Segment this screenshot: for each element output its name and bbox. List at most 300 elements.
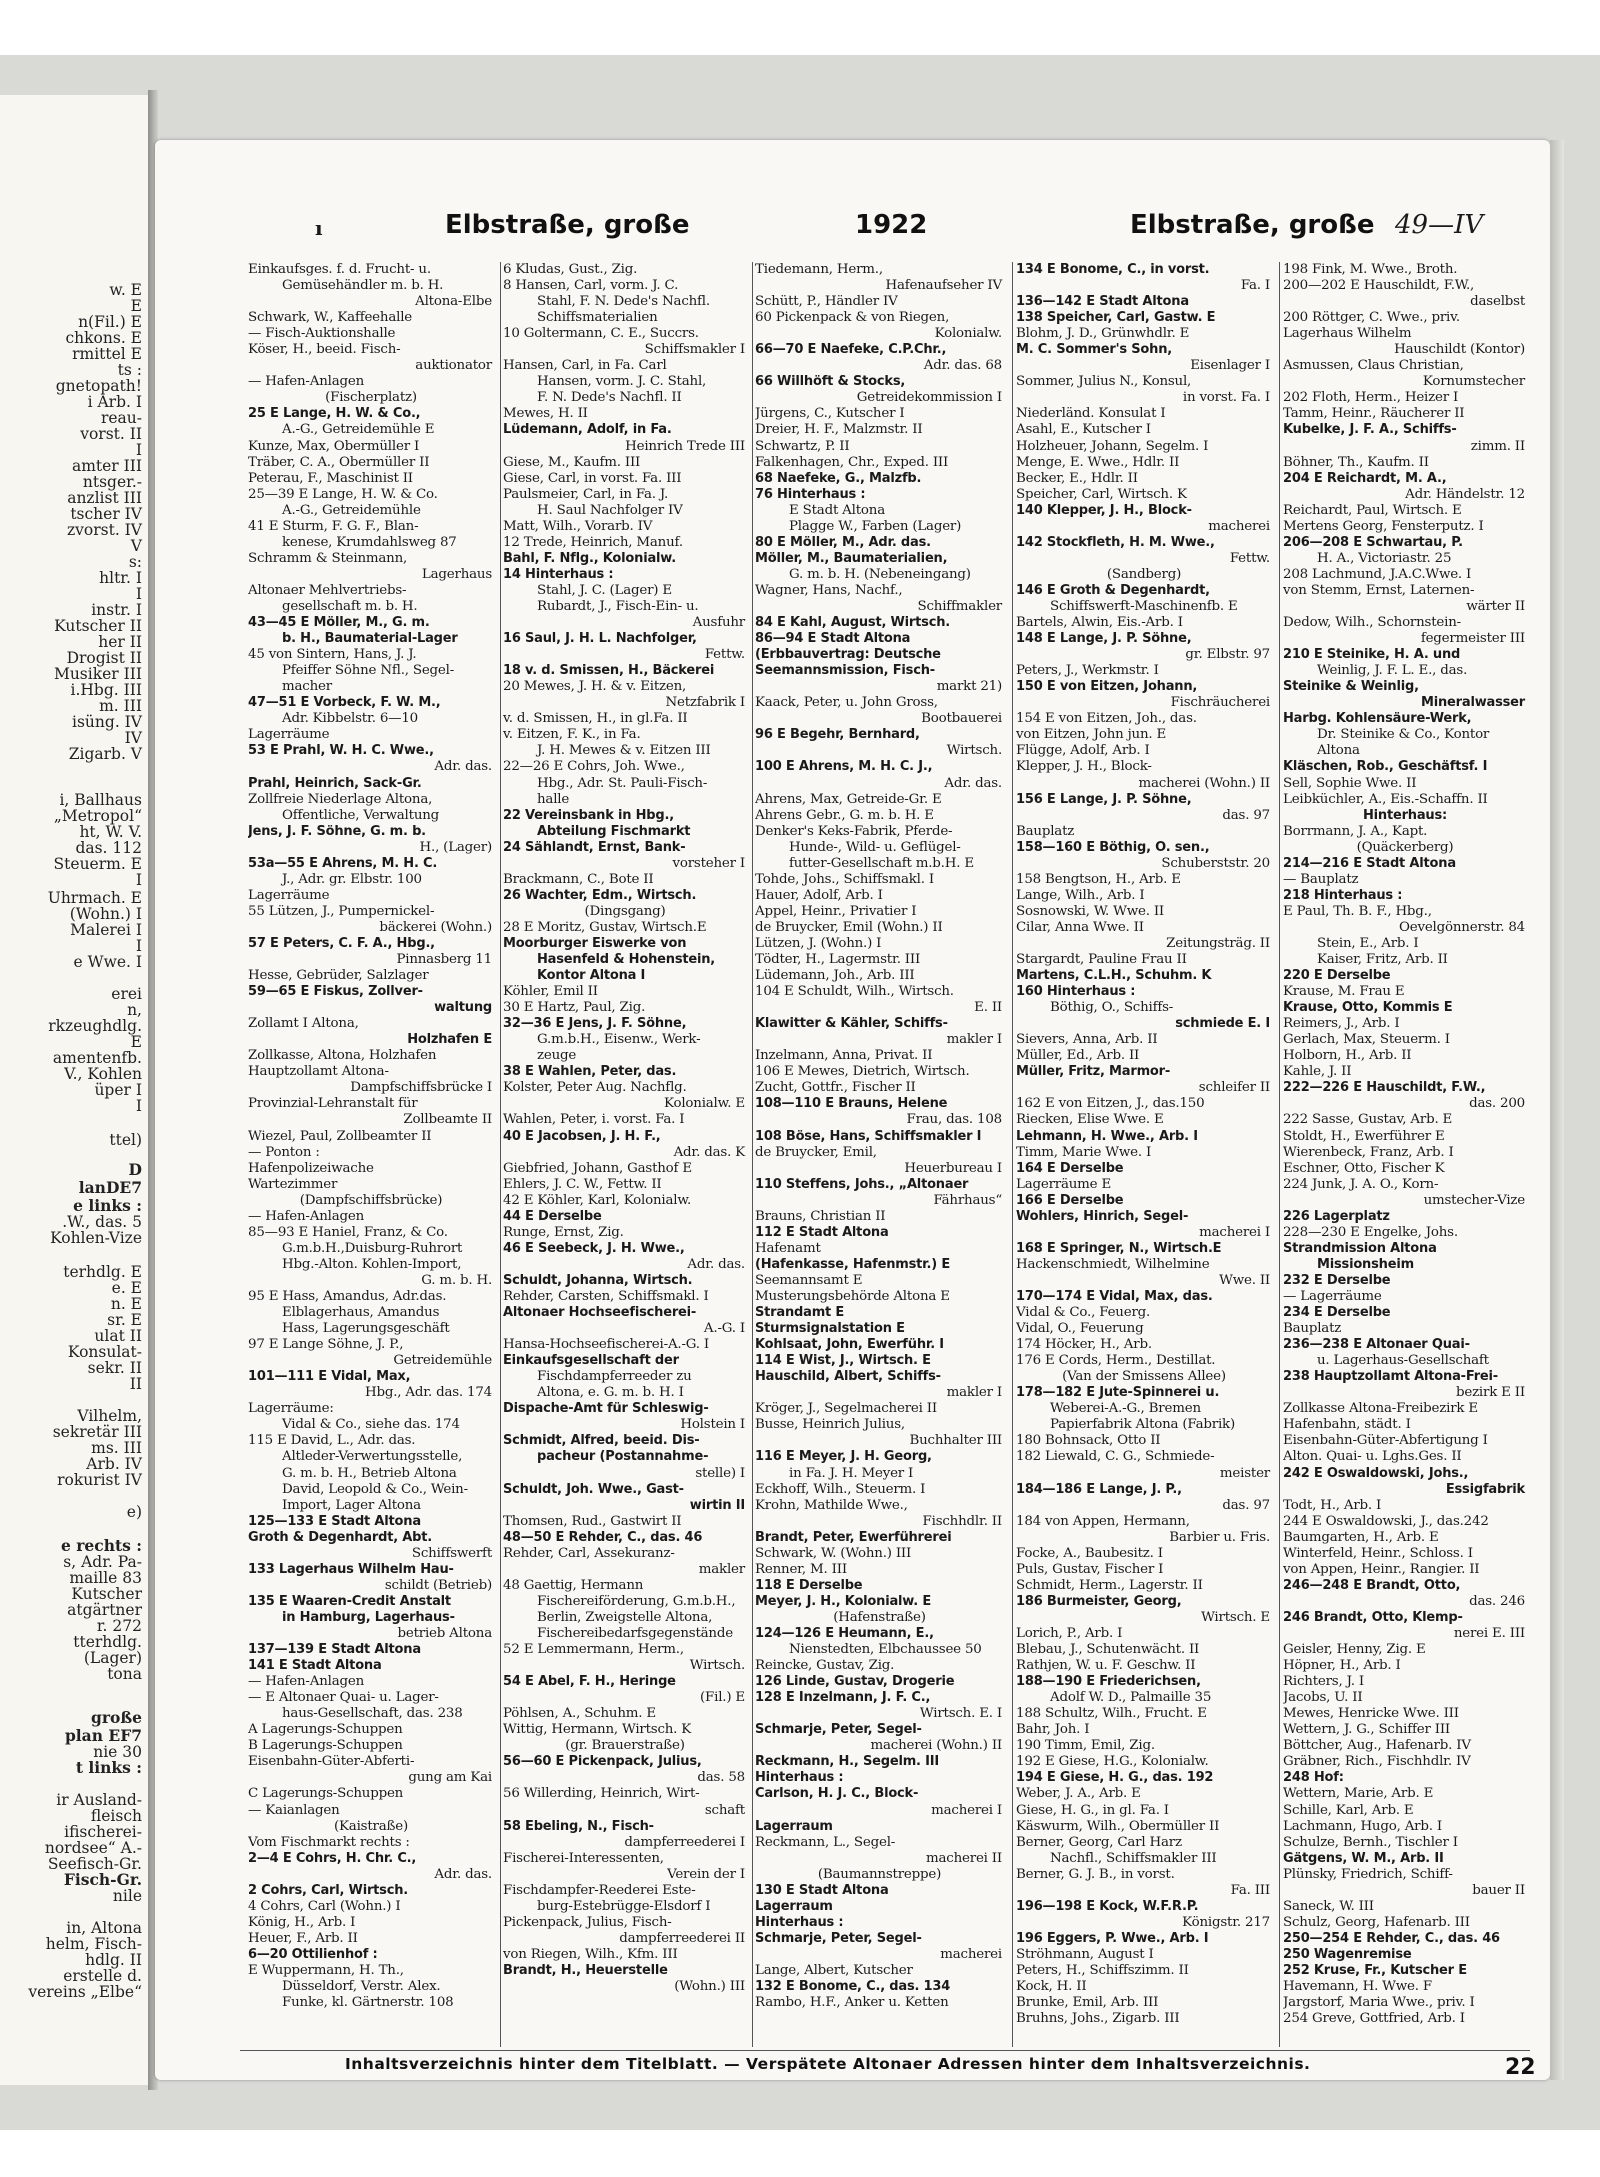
directory-entry-line: Bruhns, Johs., Zigarb. III	[1016, 2011, 1180, 2027]
directory-entry-line: Gerlach, Max, Steuerm. I	[1283, 1032, 1450, 1048]
directory-entry-line: 158 Bengtson, H., Arb. E	[1016, 871, 1181, 887]
directory-entry-line: macherei I	[931, 1802, 1002, 1818]
directory-entry-line: 206—208 E Schwartau, P.	[1283, 534, 1463, 550]
directory-entry-line: 25 E Lange, H. W. & Co.,	[248, 406, 421, 422]
directory-entry-line: Fischereibedarfsgegenstände	[537, 1625, 733, 1641]
directory-entry-line: Müller, Fritz, Marmor-	[1016, 1064, 1171, 1080]
directory-entry-line: Adr. das.	[944, 775, 1002, 791]
directory-entry-line: 168 E Springer, N., Wirtsch.E	[1016, 1240, 1222, 1256]
directory-entry-line: Fischräucherei	[1170, 695, 1270, 711]
directory-entry-line: Kolster, Peter Aug. Nachflg.	[503, 1080, 687, 1096]
directory-entry-line: (Sandberg)	[1106, 566, 1182, 582]
left-page-line: isüng. IV	[72, 713, 142, 731]
directory-entry-line: Menge, E. Wwe., Hdlr. II	[1016, 454, 1180, 470]
directory-entry-line: Hesse, Gebrüder, Salzlager	[248, 968, 429, 984]
directory-entry-line: 112 E Stadt Altona	[755, 1224, 889, 1240]
directory-entry-line: Wahlen, Peter, i. vorst. Fa. I	[503, 1112, 685, 1128]
directory-entry-line: Lehmann, H. Wwe., Arb. I	[1016, 1128, 1198, 1144]
directory-entry-line: 146 E Groth & Degenhardt,	[1016, 582, 1210, 598]
directory-entry-line: Einkaufsges. f. d. Frucht- u.	[248, 262, 431, 277]
left-page-line: ir Ausland-	[56, 1791, 142, 1809]
directory-entry-line: Wirtsch.	[689, 1658, 745, 1674]
directory-entry-line: Hunde-, Wild- u. Geflügel-	[789, 839, 961, 855]
directory-entry-line: 140 Klepper, J. H., Block-	[1016, 502, 1192, 518]
directory-entry-line: Klepper, J. H., Block-	[1016, 759, 1152, 775]
left-page-line: sekretär III	[52, 1423, 142, 1441]
directory-entry-line: Böttcher, Aug., Hafenarb. IV	[1283, 1738, 1471, 1754]
directory-entry-line: 118 E Derselbe	[755, 1577, 863, 1593]
directory-entry-line: 44 E Derselbe	[503, 1208, 602, 1224]
directory-entry-line: Hauer, Adolf, Arb. I	[755, 887, 883, 903]
directory-entry-line: Reckmann, H., Segelm. III	[755, 1754, 940, 1770]
directory-entry-line: Lagerräume	[248, 727, 330, 743]
directory-entry-line: Matt, Wilh., Vorarb. IV	[503, 518, 653, 534]
directory-entry-line: Meyer, J. H., Kolonialw. E	[755, 1593, 932, 1609]
directory-entry-line: 220 E Derselbe	[1283, 968, 1391, 984]
directory-entry-line: Mewes, H. II	[503, 406, 588, 422]
directory-entry-line: 18 v. d. Smissen, H., Bäckerei	[503, 663, 715, 679]
directory-entry-line: 148 E Lange, J. P. Söhne,	[1016, 631, 1192, 647]
directory-entry-line: Stein, E., Arb. I	[1317, 935, 1419, 951]
directory-entry-line: Kolonialw. E	[664, 1096, 745, 1112]
directory-entry-line: makler I	[946, 1385, 1002, 1401]
directory-column-1	[248, 262, 494, 2052]
left-page-line: sr. E	[107, 1311, 142, 1329]
directory-entry-line: Schuldt, Joh. Wwe., Gast-	[503, 1481, 684, 1497]
directory-entry-line: Höpner, H., Arb. I	[1283, 1658, 1401, 1674]
directory-entry-line: Schmarje, Peter, Segel-	[755, 1722, 922, 1738]
directory-entry-line: Abteilung Fischmarkt	[537, 823, 691, 839]
left-page-line: in, Altona	[66, 1919, 142, 1937]
directory-entry-line: Peters, J., Werkmstr. I	[1016, 663, 1159, 679]
directory-entry-line: Ahrens Gebr., G. m. b. H. E	[755, 807, 934, 823]
directory-entry-line: 52 E Lemmermann, Herm.,	[503, 1642, 684, 1658]
directory-entry-line: Vidal, O., Feuerung	[1016, 1321, 1144, 1337]
left-page-line: tona	[107, 1665, 142, 1683]
directory-entry-line: Becker, E., Hdlr. II	[1016, 470, 1138, 486]
directory-entry-line: b. H., Baumaterial-Lager	[282, 631, 458, 647]
left-page-line: große	[91, 1708, 142, 1727]
directory-entry-line: (gr. Brauerstraße)	[565, 1738, 685, 1754]
left-page-line: tscher IV	[70, 505, 142, 523]
directory-entry-line: 202 Floth, Herm., Heizer I	[1283, 390, 1459, 406]
directory-entry-line: Kaiser, Fritz, Arb. II	[1317, 952, 1448, 968]
directory-entry-line: 218 Hinterhaus :	[1283, 887, 1403, 903]
directory-entry-line: Sturmsignalstation E	[755, 1321, 905, 1337]
directory-entry-line: 16 Saul, J. H. L. Nachfolger,	[503, 631, 697, 647]
directory-entry-line: Bartels, Alwin, Eis.-Arb. I	[1016, 615, 1183, 631]
directory-entry-line: 47—51 E Vorbeck, F. W. M.,	[248, 695, 441, 711]
directory-entry-line: meister	[1219, 1465, 1270, 1481]
directory-entry-line: 38 E Wahlen, Peter, das.	[503, 1064, 677, 1080]
directory-entry-line: von Stemm, Ernst, Laternen-	[1283, 582, 1475, 598]
directory-entry-line: Holzheuer, Johann, Segelm. I	[1016, 438, 1209, 454]
directory-entry-line: Rubardt, J., Fisch-Ein- u.	[537, 598, 699, 614]
directory-entry-line: Blohm, J. D., Grünwhdlr. E	[1016, 326, 1190, 342]
directory-entry-line: 196—198 E Kock, W.F.R.P.	[1016, 1898, 1199, 1914]
directory-entry-line: Kubelke, J. F. A., Schiffs-	[1283, 422, 1457, 438]
directory-entry-line: Schiffswerft	[411, 1545, 492, 1561]
directory-entry-line: G. m. b. H. (Nebeneingang)	[789, 566, 971, 582]
directory-entry-line: wärter II	[1466, 598, 1525, 614]
directory-entry-line: Bauplatz	[1283, 1321, 1342, 1337]
directory-entry-line: — E Altonaer Quai- u. Lager-	[248, 1690, 439, 1706]
directory-entry-line: 125—133 E Stadt Altona	[248, 1513, 421, 1529]
directory-entry-line: Bootbauerei	[921, 711, 1002, 727]
directory-entry-line: Rehder, Carl, Assekuranz-	[503, 1545, 675, 1561]
directory-entry-line: 126 Linde, Gustav, Drogerie	[755, 1674, 955, 1690]
directory-entry-line: Öffentliche, Verwaltung	[282, 807, 440, 823]
left-page-line: anzlist III	[67, 489, 142, 507]
directory-entry-line: Adr. das.	[434, 1866, 492, 1882]
directory-entry-line: 142 Stockfleth, H. M. Wwe.,	[1016, 534, 1215, 550]
directory-entry-line: Fischdampferreeder zu	[537, 1369, 692, 1385]
directory-entry-line: Reckmann, L., Segel-	[755, 1834, 896, 1850]
directory-entry-line: 53 E Prahl, W. H. C. Wwe.,	[248, 743, 434, 759]
directory-entry-line: E. II	[974, 1000, 1002, 1016]
directory-entry-line: das. 58	[697, 1770, 745, 1786]
directory-entry-line: Stoldt, H., Ewerführer E	[1283, 1128, 1445, 1144]
directory-entry-line: Hafenbahn, städt. I	[1283, 1417, 1411, 1433]
directory-entry-line: Brunke, Emil, Arb. III	[1016, 1995, 1159, 2011]
left-page-line: üper I	[94, 1081, 142, 1099]
directory-entry-line: bäckerei (Wohn.)	[379, 919, 492, 935]
directory-entry-line: Tiedemann, Herm.,	[755, 262, 883, 277]
directory-entry-line: Alton. Quai- u. Lghs.Ges. II	[1283, 1449, 1462, 1465]
directory-entry-line: Köser, H., beeid. Fisch-	[248, 342, 401, 358]
left-page-line: IV	[124, 729, 142, 747]
directory-entry-line: Königstr. 217	[1182, 1914, 1270, 1930]
directory-entry-line: Steinike & Weinlig,	[1283, 679, 1419, 695]
directory-entry-line: schmiede E. I	[1175, 1016, 1270, 1032]
directory-entry-line: Schulze, Bernh., Tischler I	[1283, 1834, 1458, 1850]
directory-entry-line: 124—126 E Heumann, E.,	[755, 1625, 934, 1641]
directory-entry-line: Sievers, Anna, Arb. II	[1016, 1032, 1158, 1048]
directory-entry-line: Schuberststr. 20	[1161, 855, 1270, 871]
directory-entry-line: Tohde, Johs., Schiffsmakl. I	[755, 871, 934, 887]
directory-entry-line: Inzelmann, Anna, Privat. II	[755, 1048, 933, 1064]
directory-entry-line: Sommer, Julius N., Konsul,	[1016, 374, 1192, 390]
directory-entry-line: Fischdampfer-Reederei Este-	[503, 1882, 696, 1898]
left-page-line: helm, Fisch-	[45, 1935, 142, 1953]
directory-entry-line: 22 Vereinsbank in Hbg.,	[503, 807, 674, 823]
left-page-line: Musiker III	[53, 665, 142, 683]
directory-entry-line: 252 Kruse, Fr., Kutscher E	[1283, 1962, 1467, 1978]
directory-entry-line: 200 Röttger, C. Wwe., priv.	[1283, 310, 1460, 326]
directory-entry-line: Prahl, Heinrich, Sack-Gr.	[248, 775, 422, 791]
directory-entry-line: Holborn, H., Arb. II	[1283, 1048, 1412, 1064]
directory-entry-line: 86—94 E Stadt Altona	[755, 631, 911, 647]
directory-entry-line: Zollkasse Altona-Freibezirk E	[1283, 1401, 1478, 1417]
directory-entry-line: schleifer II	[1198, 1080, 1270, 1096]
left-page-line: e. E	[111, 1279, 142, 1297]
directory-entry-line: 100 E Ahrens, M. H. C. J.,	[755, 759, 933, 775]
directory-entry-line: gr. Elbstr. 97	[1185, 647, 1270, 663]
directory-entry-line: Geisler, Henny, Zig. E	[1283, 1642, 1426, 1658]
left-page-line: e links :	[73, 1196, 142, 1215]
directory-entry-line: 160 Hinterhaus :	[1016, 984, 1136, 1000]
directory-entry-line: 184—186 E Lange, J. P.,	[1016, 1481, 1182, 1497]
directory-entry-line: Schille, Karl, Arb. E	[1283, 1802, 1414, 1818]
directory-entry-line: 246—248 E Brandt, Otto,	[1283, 1577, 1461, 1593]
directory-entry-line: Berner, Georg, Carl Harz	[1016, 1834, 1182, 1850]
directory-entry-line: A.-G., Getreidemühle	[282, 502, 421, 518]
directory-entry-line: 132 E Bonome, C., das. 134	[755, 1979, 951, 1995]
header-street-right: Elbstraße, große	[1130, 210, 1375, 240]
left-page-line: Arb. IV	[86, 1455, 142, 1473]
directory-entry-line: Flügge, Adolf, Arb. I	[1016, 743, 1150, 759]
directory-entry-line: kenese, Krumdahlsweg 87	[282, 534, 457, 550]
directory-entry-line: 192 E Giese, H.G., Kolonialw.	[1016, 1754, 1209, 1770]
directory-entry-line: Funke, kl. Gärtnerstr. 108	[282, 1995, 454, 2011]
directory-entry-line: Zollfreie Niederlage Altona,	[248, 791, 433, 807]
directory-entry-line: Groth & Degenhardt, Abt.	[248, 1529, 432, 1545]
directory-entry-line: Eisenbahn-Güter-Abferti-	[248, 1754, 415, 1770]
directory-entry-line: Lützen, J. (Wohn.) I	[755, 935, 882, 951]
directory-entry-line: Vidal & Co., Feuerg.	[1016, 1305, 1151, 1321]
left-page-line: I	[135, 871, 142, 889]
directory-entry-line: Kaack, Peter, u. John Gross,	[755, 695, 938, 711]
directory-entry-line: Eckhoff, Wilh., Steuerm. I	[755, 1481, 926, 1497]
directory-entry-line: (Fil.) E	[700, 1690, 745, 1706]
directory-entry-line: Klawitter & Kähler, Schiffs-	[755, 1016, 948, 1032]
directory-entry-line: Schiffmakler	[917, 598, 1002, 614]
directory-entry-line: Adr. das.	[687, 1256, 745, 1272]
directory-entry-line: Heuerbureau I	[904, 1160, 1002, 1176]
left-page-line: lanDE7	[78, 1178, 142, 1197]
directory-entry-line: bezirk E II	[1455, 1385, 1525, 1401]
header-mark: ı	[315, 216, 323, 240]
directory-entry-line: 58 Ebeling, N., Fisch-	[503, 1818, 654, 1834]
directory-entry-line: 84 E Kahl, August, Wirtsch.	[755, 615, 950, 631]
directory-entry-line: Giebfried, Johann, Gasthof E	[503, 1160, 692, 1176]
left-page-line: das. 112	[75, 839, 142, 857]
directory-entry-line: Nachfl., Schiffsmakler III	[1050, 1850, 1217, 1866]
directory-entry-line: Adr. das. K	[673, 1144, 745, 1160]
directory-entry-line: Niederländ. Konsulat I	[1016, 406, 1166, 422]
directory-entry-line: — Lagerräume	[1283, 1289, 1382, 1304]
directory-entry-line: Richters, J. I	[1283, 1674, 1364, 1690]
directory-entry-line: v. Eitzen, F. K., in Fa.	[503, 727, 641, 743]
directory-entry-line: Pöhlsen, A., Schuhm. E	[503, 1706, 656, 1722]
directory-entry-line: Berner, G. J. B., in vorst.	[1016, 1866, 1175, 1882]
directory-entry-line: Lagerhaus	[421, 566, 492, 582]
directory-entry-line: Renner, M. III	[755, 1561, 847, 1577]
directory-entry-line: Paulsmeier, Carl, in Fa. J.	[503, 486, 669, 502]
directory-entry-line: Hinterhaus:	[1362, 807, 1448, 823]
directory-entry-line: Asahl, E., Kutscher I	[1016, 422, 1151, 438]
directory-entry-line: Appel, Heinr., Privatier I	[755, 903, 917, 919]
directory-entry-line: Weberei-A.-G., Bremen	[1050, 1401, 1201, 1417]
directory-entry-line: 26 Wachter, Edm., Wirtsch.	[503, 887, 697, 903]
directory-entry-line: (Erbbauvertrag: Deutsche	[755, 647, 941, 663]
directory-entry-line: Barbier u. Fris.	[1169, 1529, 1270, 1545]
directory-entry-line: 6 Kludas, Gust., Zig.	[503, 262, 638, 277]
left-page-line: chkons. E	[65, 329, 142, 347]
directory-entry-line: Speicher, Carl, Wirtsch. K	[1016, 486, 1187, 502]
directory-entry-line: zeuge	[537, 1048, 577, 1064]
directory-entry-line: (Fischerplatz)	[325, 390, 417, 406]
directory-entry-line: Hafenamt	[755, 1240, 821, 1256]
left-page-line: rkzeughdlg.	[48, 1017, 142, 1035]
directory-entry-line: — Kaianlagen	[248, 1802, 340, 1818]
directory-entry-line: Schwark, W. (Wohn.) III	[755, 1545, 912, 1561]
directory-entry-line: 184 von Appen, Hermann,	[1016, 1513, 1190, 1529]
footer-rule	[240, 2050, 1530, 2051]
left-page-line: Kutscher II	[54, 617, 142, 635]
directory-entry-line: 188—190 E Friederichsen,	[1016, 1674, 1201, 1690]
directory-entry-line: Hbg., Adr. St. Pauli-Fisch-	[537, 775, 708, 791]
directory-entry-line: 42 E Köhler, Karl, Kolonialw.	[503, 1192, 692, 1208]
left-page-line: vorst. II	[80, 425, 142, 443]
directory-entry-line: Fettw.	[1229, 550, 1270, 566]
directory-entry-line: 97 E Lange Söhne, J. P.,	[248, 1337, 404, 1353]
directory-entry-line: 30 E Hartz, Paul, Zig.	[503, 1000, 646, 1016]
left-page-line: amentenfb.	[52, 1049, 142, 1067]
directory-entry-line: Krause, M. Frau E	[1283, 984, 1405, 1000]
directory-entry-line: Dispache-Amt für Schleswig-	[503, 1401, 709, 1417]
column-divider	[752, 262, 753, 2047]
directory-entry-line: Weinlig, J. F. L. E., das.	[1317, 663, 1468, 679]
directory-entry-line: Hinterhaus :	[755, 1770, 844, 1786]
directory-entry-line: wirtin II	[689, 1497, 745, 1513]
directory-entry-line: Ströhmann, August I	[1016, 1946, 1154, 1962]
directory-entry-line: Adolf W. D., Palmaille 35	[1050, 1690, 1212, 1706]
left-page-line: e rechts :	[61, 1536, 142, 1555]
left-page-line: (Wohn.) I	[69, 905, 142, 923]
directory-entry-line: Schuldt, Johanna, Wirtsch.	[503, 1272, 693, 1288]
directory-entry-line: Sell, Sophie Wwe. II	[1283, 775, 1417, 791]
directory-entry-line: Tamm, Heinr., Räucherer II	[1283, 406, 1465, 422]
directory-entry-line: 180 Bohnsack, Otto II	[1016, 1433, 1161, 1449]
directory-entry-line: schildt (Betrieb)	[384, 1577, 492, 1593]
directory-entry-line: 20 Mewes, J. H. & v. Eitzen,	[503, 679, 687, 695]
directory-entry-line: — Hafen-Anlagen	[248, 1674, 365, 1690]
directory-entry-line: Missionsheim	[1317, 1256, 1414, 1272]
directory-entry-line: Cilar, Anna Wwe. II	[1016, 919, 1144, 935]
left-page-line: s, Adr. Pa-	[63, 1553, 142, 1571]
directory-entry-line: A.-G. I	[703, 1321, 745, 1337]
directory-entry-line: Seemannsamt E	[755, 1272, 863, 1288]
directory-entry-line: Schwartz, P. II	[755, 438, 850, 454]
directory-entry-line: 41 E Sturm, F. G. F., Blan-	[248, 518, 419, 534]
directory-entry-line: J. H. Mewes & v. Eitzen III	[537, 743, 711, 759]
directory-entry-line: 182 Liewald, C. G., Schmiede-	[1016, 1449, 1215, 1465]
directory-entry-line: 135 E Waaren-Credit Anstalt	[248, 1593, 451, 1609]
directory-entry-line: Rambo, H.F., Anker u. Ketten	[755, 1995, 949, 2011]
directory-entry-line: Wirtsch.	[946, 743, 1002, 759]
directory-entry-line: 80 E Möller, M., Adr. das.	[755, 534, 931, 550]
left-page-line: Kutscher	[71, 1585, 142, 1603]
left-page-line: Drogist II	[66, 649, 142, 667]
left-page-line: rmittel E	[72, 345, 142, 363]
directory-entry-line: Wohlers, Hinrich, Segel-	[1016, 1208, 1189, 1224]
directory-entry-line: David, Leopold & Co., Wein-	[282, 1481, 468, 1497]
left-page-line: s:	[128, 553, 142, 571]
directory-entry-line: Denker's Keks-Fabrik, Pferde-	[755, 823, 953, 839]
directory-entry-line: Jürgens, C., Kutscher I	[755, 406, 905, 422]
directory-entry-line: markt 21)	[936, 679, 1002, 695]
left-page-line: ifischerei-	[64, 1823, 142, 1841]
directory-entry-line: (Hafenkasse, Hafenmstr.) E	[755, 1256, 951, 1272]
directory-entry-line: makler	[698, 1561, 745, 1577]
left-page-line: plan EF7	[64, 1726, 142, 1745]
directory-entry-line: Eschner, Otto, Fischer K	[1283, 1160, 1445, 1176]
directory-entry-line: stelle) I	[695, 1465, 745, 1481]
directory-entry-line: Timm, Marie Wwe. I	[1016, 1144, 1152, 1160]
directory-entry-line: 204 E Reichardt, M. A.,	[1283, 470, 1447, 486]
directory-entry-line: Schwark, W., Kaffeehalle	[248, 310, 413, 326]
directory-entry-line: 2—4 E Cohrs, H. Chr. C.,	[248, 1850, 417, 1866]
directory-entry-line: H. A., Victoriastr. 25	[1317, 550, 1452, 566]
directory-entry-line: Hauschildt (Kontor)	[1394, 342, 1525, 358]
left-page-line: tterhdlg.	[73, 1633, 142, 1651]
page-header	[175, 210, 1545, 250]
directory-entry-line: 234 E Derselbe	[1283, 1305, 1391, 1321]
directory-entry-line: Schütt, P., Händler IV	[755, 294, 898, 310]
left-page-line: nie 30	[93, 1743, 142, 1761]
left-page-line: „Metropol“	[53, 807, 142, 825]
directory-entry-line: Harbg. Kohlensäure-Werk,	[1283, 711, 1472, 727]
directory-entry-line: Rathjen, W. u. F. Geschw. II	[1016, 1658, 1196, 1674]
directory-entry-line: zimm. II	[1470, 438, 1525, 454]
directory-entry-line: Jargstorf, Maria Wwe., priv. I	[1283, 1995, 1475, 2011]
directory-entry-line: 8 Hansen, Carl, vorm. J. C.	[503, 278, 679, 294]
directory-entry-line: Oevelgönnerstr. 84	[1398, 919, 1525, 935]
directory-entry-line: 106 E Mewes, Dietrich, Wirtsch.	[755, 1064, 970, 1080]
directory-entry-line: Papierfabrik Altona (Fabrik)	[1050, 1417, 1235, 1433]
directory-entry-line: 130 E Stadt Altona	[755, 1882, 889, 1898]
directory-entry-line: 55 Lützen, J., Pumpernickel-	[248, 903, 435, 919]
directory-entry-line: Wirtsch. E	[1201, 1609, 1270, 1625]
directory-entry-line: 188 Schultz, Wilh., Frucht. E	[1016, 1706, 1207, 1722]
directory-entry-line: bauer II	[1472, 1882, 1525, 1898]
directory-entry-line: Getreidemühle	[393, 1353, 492, 1369]
left-page-line: w. E	[109, 281, 142, 299]
directory-entry-line: Altonaer Mehlvertriebs-	[248, 582, 407, 598]
directory-entry-line: Hbg., Adr. das. 174	[365, 1385, 492, 1401]
directory-entry-line: Lachmann, Hugo, Arb. I	[1283, 1818, 1442, 1834]
directory-entry-line: Fettw.	[704, 647, 745, 663]
directory-entry-line: macherei I	[1199, 1224, 1270, 1240]
directory-entry-line: 236—238 E Altonaer Quai-	[1283, 1337, 1470, 1353]
directory-entry-line: Asmussen, Claus Christian,	[1283, 358, 1464, 374]
directory-entry-line: Wirtsch. E. I	[919, 1706, 1002, 1722]
directory-entry-line: v. d. Smissen, H., in gl.Fa. II	[503, 711, 688, 727]
left-page-line: Konsulat-	[67, 1343, 142, 1361]
directory-entry-line: 238 Hauptzollamt Altona-Frei-	[1283, 1369, 1498, 1385]
directory-entry-line: Reichardt, Paul, Wirtsch. E	[1283, 502, 1462, 518]
left-page-line: I	[135, 585, 142, 603]
directory-entry-line: (Hafenstraße)	[833, 1609, 926, 1625]
directory-entry-line: Ahrens, Max, Getreide-Gr. E	[755, 791, 942, 807]
directory-entry-line: Wagner, Hans, Nachf.,	[755, 582, 903, 598]
directory-entry-line: macherei (Wohn.) II	[870, 1738, 1002, 1754]
directory-entry-line: Zollkasse, Altona, Holzhafen	[248, 1048, 437, 1064]
directory-entry-line: Vom Fischmarkt rechts :	[248, 1834, 410, 1850]
directory-entry-line: Bauplatz	[1016, 823, 1075, 839]
directory-entry-line: Krohn, Mathilde Wwe.,	[755, 1497, 908, 1513]
directory-entry-line: Runge, Ernst, Zig.	[503, 1224, 624, 1240]
directory-entry-line: Getreidekommission I	[856, 390, 1002, 406]
left-page-line: her II	[98, 633, 142, 651]
footer-note: Inhaltsverzeichnis hinter dem Titelblatt. — Verspätete Altonaer Adressen hinter dem Inhaltsverzeichnis.	[345, 2055, 1311, 2073]
directory-entry-line: 141 E Stadt Altona	[248, 1658, 382, 1674]
directory-entry-line: Falkenhagen, Chr., Exped. III	[755, 454, 949, 470]
directory-entry-line: Reimers, J., Arb. I	[1283, 1016, 1400, 1032]
directory-entry-line: Hauptzollamt Altona-	[248, 1064, 389, 1080]
left-page-line: fleisch	[90, 1807, 142, 1825]
